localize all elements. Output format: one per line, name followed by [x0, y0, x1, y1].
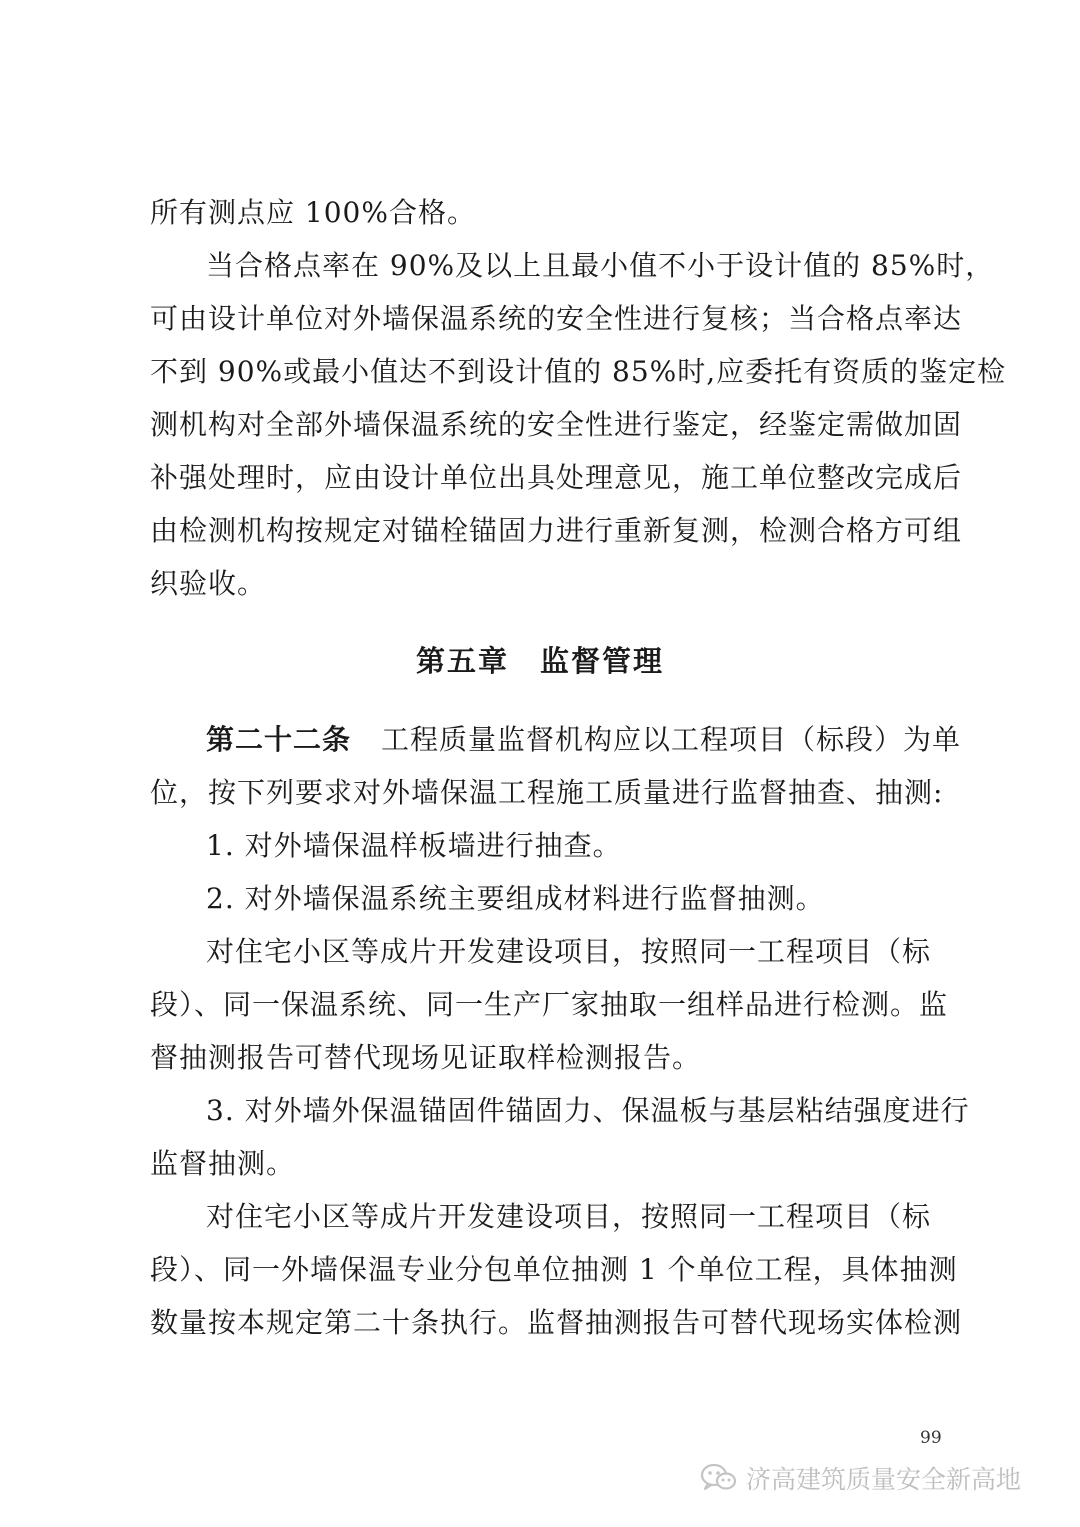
paragraph-line: 督抽测报告可替代现场见证取样检测报告。: [150, 1041, 702, 1074]
paragraph-line: 可由设计单位对外墙保温系统的安全性进行复核；当合格点率达: [150, 302, 963, 335]
paragraph-line: 段）、同一保温系统、同一生产厂家抽取一组样品进行检测。监: [150, 988, 949, 1021]
paragraph-line: 当合格点率在 90%及以上且最小值不小于设计值的 85%时，: [206, 249, 995, 282]
paragraph-line: 由检测机构按规定对锚栓锚固力进行重新复测，检测合格方可组: [150, 514, 963, 547]
watermark: [700, 1458, 1070, 1498]
paragraph-line: 监督抽测。: [150, 1147, 296, 1180]
paragraph-line: 补强处理时，应由设计单位出具处理意见，施工单位整改完成后: [150, 461, 963, 494]
chapter-title: 第五章 监督管理: [415, 644, 664, 678]
watermark-text: 济高建筑质量安全新高地: [746, 1465, 1022, 1494]
paragraph-line: 数量按本规定第二十条执行。监督抽测报告可替代现场实体检测: [150, 1306, 963, 1339]
article-text: 工程质量监督机构应以工程项目（标段）为单: [381, 723, 962, 756]
article-label: 第二十二条: [206, 723, 352, 756]
list-item: 1. 对外墙保温样板墙进行抽查。: [206, 829, 622, 862]
paragraph-line: 位，按下列要求对外墙保温工程施工质量进行监督抽查、抽测:: [150, 776, 944, 809]
paragraph-line: 段）、同一外墙保温专业分包单位抽测 1 个单位工程，具体抽测: [150, 1253, 958, 1286]
list-item: 2. 对外墙保温系统主要组成材料进行监督抽测。: [206, 882, 825, 915]
page-number: 99: [920, 1428, 942, 1448]
list-item: 3. 对外墙外保温锚固件锚固力、保温板与基层粘结强度进行: [206, 1094, 970, 1127]
paragraph-line: 所有测点应 100%合格。: [150, 196, 476, 229]
paragraph-line: 对住宅小区等成片开发建设项目，按照同一工程项目（标: [206, 1200, 932, 1233]
paragraph-line: 织验收。: [150, 567, 267, 600]
paragraph-line: 测机构对全部外墙保温系统的安全性进行鉴定，经鉴定需做加固: [150, 408, 963, 441]
wechat-icon: [700, 1462, 738, 1494]
paragraph-line: 不到 90%或最小值达不到设计值的 85%时,应委托有资质的鉴定检: [150, 355, 1007, 388]
article-first-line: [206, 723, 962, 757]
paragraph-line: 对住宅小区等成片开发建设项目，按照同一工程项目（标: [206, 935, 932, 968]
